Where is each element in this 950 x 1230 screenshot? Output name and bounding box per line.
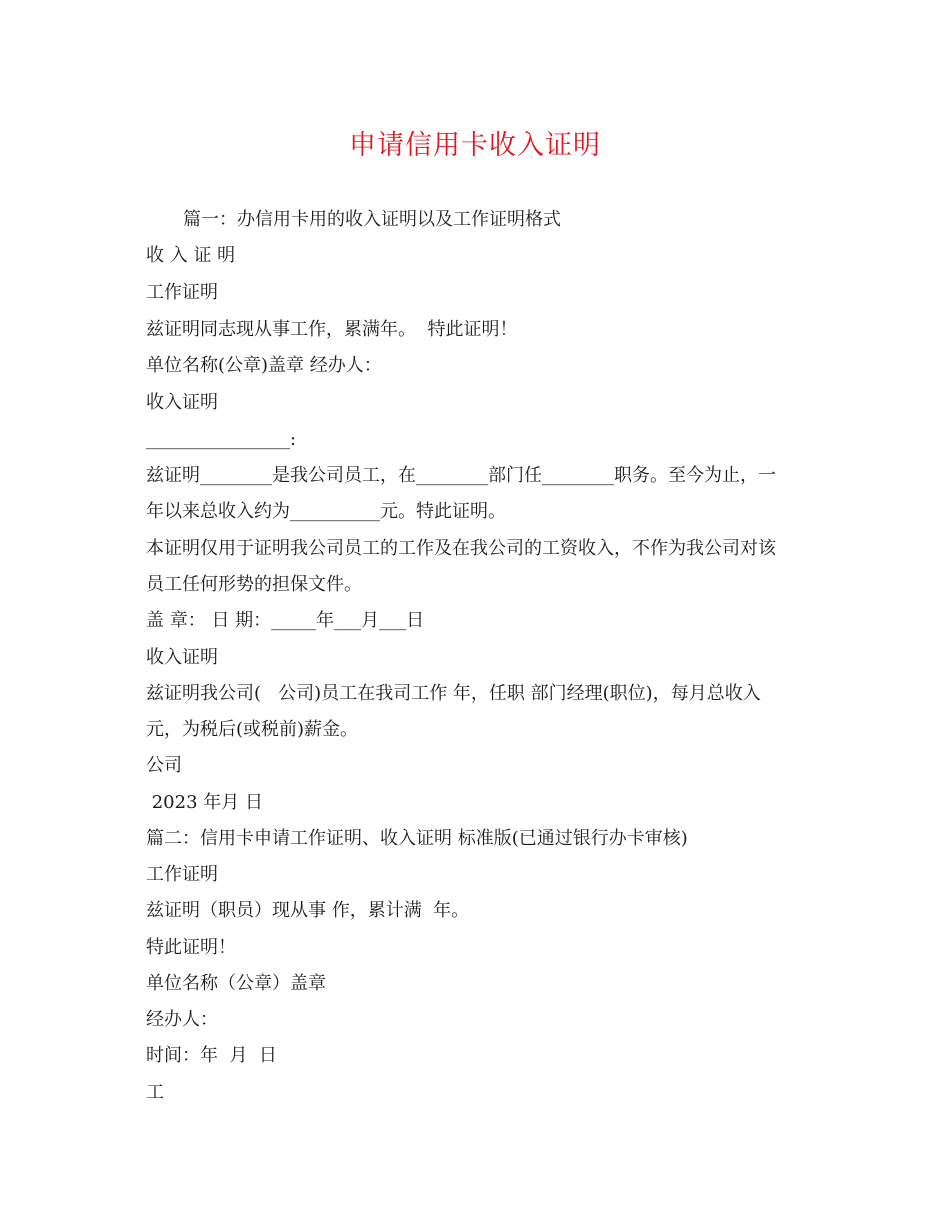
text-line: 经办人： <box>146 1009 218 1030</box>
text-line: 盖 章： 日 期：_____年___月___日 <box>146 610 425 631</box>
text-line: 兹证明我公司( 公司)员工在我司工作 年，任职 部门经理(职位)，每月总收入 <box>146 683 761 704</box>
text-line: 工 <box>146 1082 164 1103</box>
text-line: 兹证明________是我公司员工，在________部门任________职务。至今为止，一 <box>146 465 776 486</box>
text-line: 收入证明 <box>146 392 218 413</box>
text-line: 收入证明 <box>146 647 218 668</box>
text-line: 公司 <box>146 755 182 776</box>
text-line: 单位名称(公章)盖章 经办人： <box>146 355 382 376</box>
text-line: 年以来总收入约为__________元。特此证明。 <box>146 501 506 522</box>
text-line: 元，为税后(或税前)薪金。 <box>146 719 359 740</box>
text-line: 工作证明 <box>146 282 218 303</box>
text-line: 工作证明 <box>146 864 218 885</box>
text-line: 兹证明（职员）现从事 作，累计满 年。 <box>146 900 470 921</box>
text-line: 特此证明！ <box>146 937 236 958</box>
document-title: 申请信用卡收入证明 <box>349 130 601 161</box>
text-line-section-two-heading: 篇二：信用卡申请工作证明、收入证明 标准版(已通过银行办卡审核) <box>146 828 688 849</box>
text-line-section-one-heading: 篇一：办信用卡用的收入证明以及工作证明格式 <box>183 209 561 230</box>
text-line: 单位名称（公章）盖章 <box>146 973 326 994</box>
text-line-date: 2023 年月 日 <box>146 792 263 813</box>
text-line: 时间：年 月 日 <box>146 1045 277 1066</box>
text-line: 员工任何形势的担保文件。 <box>146 574 362 595</box>
text-line: 收 入 证 明 <box>146 245 236 266</box>
text-line-blank: ________________: <box>146 429 297 450</box>
text-line: 本证明仅用于证明我公司员工的工作及在我公司的工资收入，不作为我公司对该 <box>146 538 776 559</box>
text-line: 兹证明同志现从事工作，累满年。 特此证明！ <box>146 319 518 340</box>
